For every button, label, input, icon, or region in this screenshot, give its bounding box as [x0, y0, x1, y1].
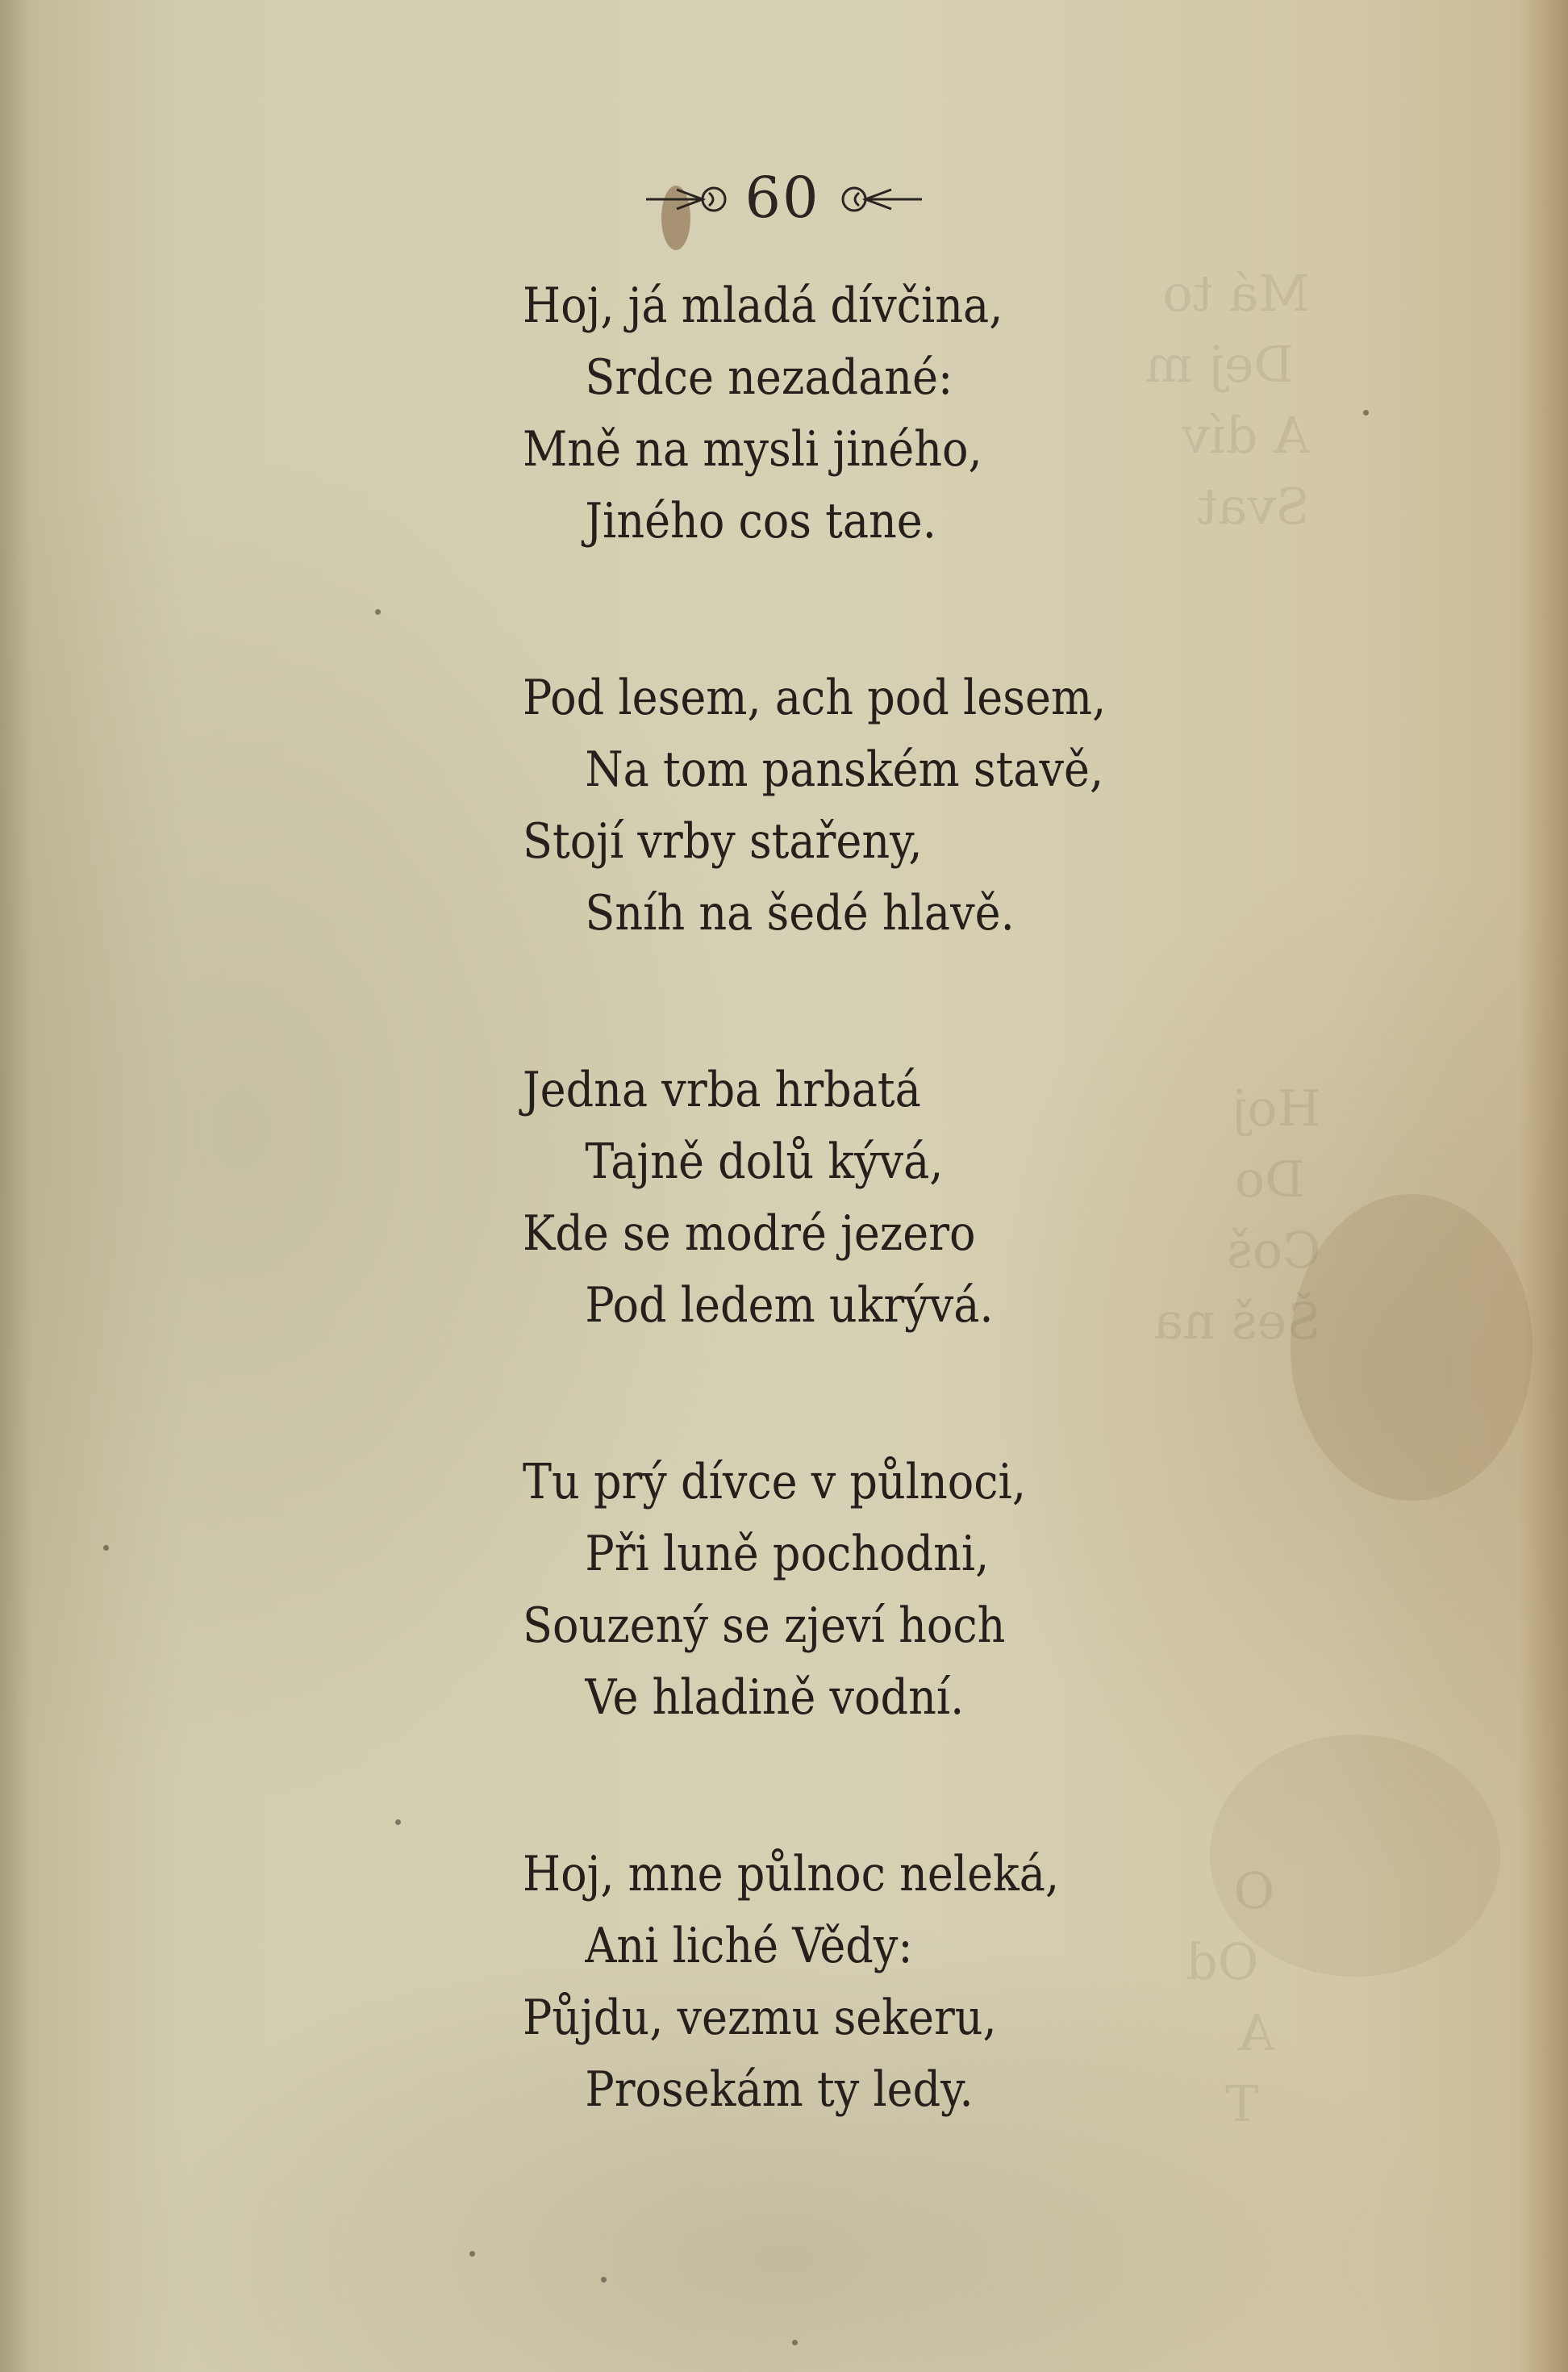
poem	[523, 270, 1249, 2231]
poem-line: Mně na mysli jiného,	[523, 421, 982, 478]
speck	[395, 1819, 401, 1825]
right-ornament-icon	[835, 182, 924, 214]
poem-line: Půjdu, vezmu sekeru,	[523, 1990, 997, 2046]
speck	[1363, 410, 1369, 416]
speck	[375, 609, 381, 615]
poem-line: Souzený se zjeví hoch	[523, 1597, 1006, 1654]
poem-line: Jiného cos tane.	[585, 493, 936, 549]
speck	[103, 1545, 109, 1551]
bleed-through-text: O Od A T	[1186, 1861, 1275, 2133]
stanza	[523, 270, 1249, 558]
page-left-edge-shadow	[0, 0, 32, 2372]
poem-line: Kde se modré jezero	[523, 1205, 976, 1262]
page-right-edge-shadow	[1520, 0, 1568, 2372]
page-number: 60	[744, 165, 820, 231]
poem-line: Hoj, mne půlnoc neleká,	[523, 1846, 1060, 1902]
poem-line: Tajně dolů kývá,	[585, 1134, 944, 1190]
bleed-through-text: Má to Dej m A dív Svat	[1145, 264, 1310, 536]
stanza	[523, 1447, 1249, 1734]
paper-stain	[1291, 1194, 1533, 1501]
page-header	[0, 157, 1568, 238]
poem-line: Ve hladině vodní.	[585, 1669, 965, 1726]
bleed-through-text: Hoj Do Coš Šeš na	[1153, 1079, 1321, 1351]
poem-line: Ani liché Vědy:	[585, 1918, 913, 1974]
stanza	[523, 1054, 1249, 1342]
poem-line: Pod ledem ukrývá.	[585, 1277, 994, 1334]
poem-line: Na tom panském stavě,	[585, 741, 1104, 798]
poem-line: Při luně pochodni,	[585, 1526, 990, 1582]
stanza	[523, 662, 1249, 950]
poem-line: Sníh na šedé hlavě.	[585, 885, 1015, 942]
poem-line: Hoj, já mladá dívčina,	[523, 278, 1003, 334]
poem-line: Pod lesem, ach pod lesem,	[523, 670, 1107, 726]
poem-line: Srdce nezadané:	[585, 349, 953, 406]
poem-line: Prosekám ty ledy.	[585, 2061, 974, 2118]
poem-line: Jedna vrba hrbatá	[523, 1062, 921, 1118]
left-ornament-icon	[644, 182, 733, 214]
speck	[469, 2251, 475, 2257]
speck	[601, 2277, 607, 2282]
speck	[792, 2340, 798, 2345]
poem-line: Tu prý dívce v půlnoci,	[523, 1454, 1026, 1510]
poem-line: Stojí vrby stařeny,	[523, 813, 923, 870]
stanza	[523, 1839, 1249, 2126]
